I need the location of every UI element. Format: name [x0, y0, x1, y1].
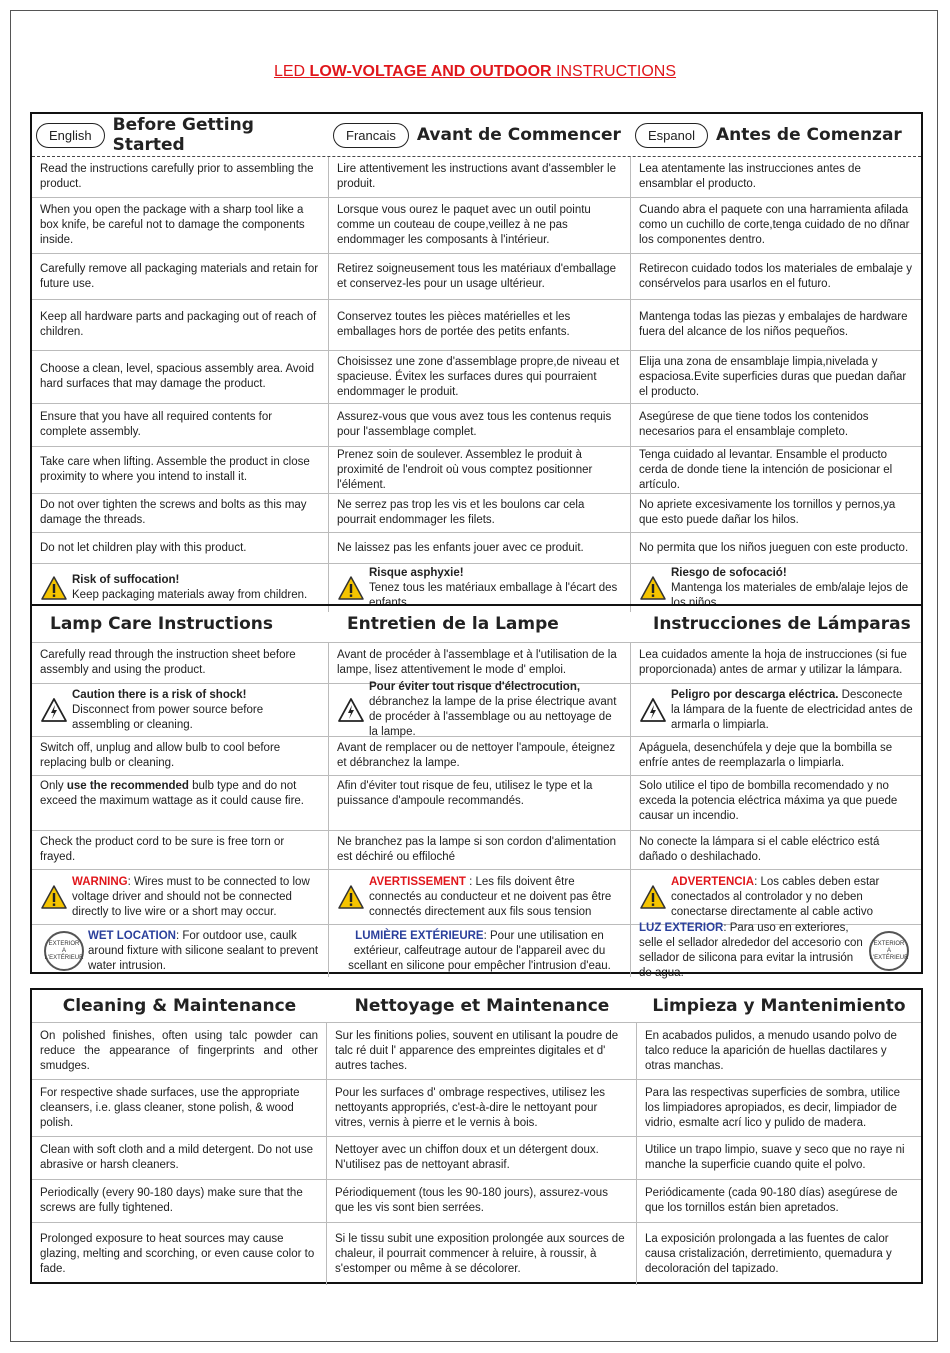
warning-icon: [337, 884, 365, 910]
s1-r4-en: Choose a clean, level, spacious assembly area. Avoid hard surfaces that may damage the product.: [32, 351, 329, 403]
s1-r1-fr: Lorsque vous ourez le paquet avec un outil pointu comme un couteau de coupe,veillez à ne pas endommager les composants à l'intérieur.: [329, 198, 631, 253]
s1-r7-en: Do not over tighten the screws and bolts as this may damage the threads.: [32, 494, 329, 532]
s1-r3-fr: Conservez toutes les pièces matérielles et les emballages hors de portée des petits enfants.: [329, 300, 631, 350]
s1-r1-en: When you open the package with a sharp tool like a box knife, be careful not to damage the components inside.: [32, 198, 329, 253]
s1-r2-es: Retirecon cuidado todos los materiales de embalaje y consérvelos para usarlos en el futuro.: [639, 262, 912, 290]
warning-icon: [40, 575, 68, 601]
lang-pill-spanish: Espanol: [635, 123, 708, 148]
s1-r6-es: Tenga cuidado al levantar. Ensamble el producto cerda de donde tiene la intención de posicionar el artículo.: [639, 448, 893, 491]
s2-r1-es: Lea cuidados amente la hoja de instrucciones (si fue proporcionada) antes de armar y utilizar la lámpara.: [639, 649, 907, 676]
s1-warn-es: Riesgo de sofocació! Mantenga los materiales de emb/alaje lejos de los niños.: [631, 564, 921, 612]
s1-r3-es: Mantenga todas las piezas y embalajes de hardware fuera del alcance de los niños pequeños.: [639, 311, 908, 338]
s3-r1-fr: Pour les surfaces d' ombrage respectives, utilisez les nettoyants appropriés, c'est-à-dire le nettoyant pour vitres, vernis à pierre et le vernis à bois.: [327, 1080, 637, 1136]
s3-r2-es: Utilice un trapo limpio, suave y seco que no raye ni manche la superficie cuando quite el polvo.: [645, 1144, 905, 1171]
s3-r1-en: For respective shade surfaces, use the appropriate cleansers, i.e. glass cleaner, stone polish, & wood polish.: [32, 1080, 327, 1136]
s1-r8-en: Do not let children play with this product.: [32, 533, 329, 563]
s2-shock-es: Peligro por descarga eléctrica. Desconecte la lámpara de la fuente de electricidad antes de armarla o limpiarla.: [631, 684, 921, 736]
warning-icon: [639, 884, 667, 910]
cleaning-head-es: Limpieza y Mantenimiento: [652, 996, 906, 1016]
document-title: LED LOW-VOLTAGE AND OUTDOOR INSTRUCTIONS: [273, 63, 677, 80]
s1-r7-es: No apriete excesivamente los tornillos y pernos,ya que esto puede dañar los hilos.: [639, 499, 896, 526]
s1-r5-es: Asegúrese de que tiene todos los contenidos necesarios para el ensamblaje completo.: [639, 411, 869, 438]
lamp-care-head-en: Lamp Care Instructions: [50, 614, 273, 634]
s3-r0-es: En acabados pulidos, a menudo usando polvo de talco reduce la aparición de huellas dactilares y otras manchas.: [645, 1029, 897, 1072]
s3-r0-en: On polished finishes, often using talc powder can reduce the appearance of fingerprints and other smudges.: [32, 1023, 327, 1079]
electric-shock-icon: [40, 697, 68, 723]
cleaning-head-fr: Nettoyage et Maintenance: [354, 996, 610, 1016]
exterior-badge-icon: EXTERIOR A L'EXTÉRIEUR: [44, 931, 84, 971]
lamp-care-head-es: Instrucciones de Lámparas: [653, 614, 911, 634]
s3-r2-en: Clean with soft cloth and a mild detergent. Do not use abrasive or harsh cleaners.: [32, 1137, 327, 1179]
header-english: English Before Getting Started: [32, 114, 329, 156]
s3-r0-fr: Sur les finitions polies, souvent en utilisant la poudre de talc ré duit l' apparence des empreintes digitales et d' autres taches.: [327, 1023, 637, 1079]
s2-r1-en: Carefully read through the instruction sheet before assembly and using the product.: [32, 643, 329, 683]
warning-icon: [40, 884, 68, 910]
lang-pill-english: English: [36, 123, 105, 148]
s3-r4-en: Prolonged exposure to heat sources may cause glazing, melting and scorching, or even cause color to fade.: [32, 1223, 327, 1285]
s2-r3-es: Apáguela, desenchúfela y deje que la bombilla se enfríe antes de reemplazarla o limpiarla.: [639, 742, 893, 769]
s3-r3-fr: Périodiquement (tous les 90-180 jours), assurez-vous que les vis sont bien serrées.: [327, 1180, 637, 1222]
s1-warn-en: Risk of suffocation! Keep packaging materials away from children.: [32, 564, 329, 612]
section-lamp-care: [30, 604, 923, 979]
warning-icon: [639, 575, 667, 601]
s2-warning-fr: AVERTISSEMENT : Les fils doivent être connectés au conducteur et ne doivent pas être connectés directement aux fils sous tension: [329, 870, 631, 924]
s2-r1-fr: Avant de procéder à l'assemblage et à l'utilisation de la lampe, lisez attentivement le mode d' emploi.: [329, 643, 631, 683]
s1-r2-fr: Retirez soigneusement tous les matériaux d'emballage et conservez-les pour un usage ultérieur.: [329, 254, 631, 299]
s3-r3-en: Periodically (every 90-180 days) make sure that the screws are fully tightened.: [32, 1180, 327, 1222]
s2-r3-fr: Avant de remplacer ou de nettoyer l'ampoule, éteignez et débranchez la lampe.: [329, 737, 631, 775]
s2-r3-en: Switch off, unplug and allow bulb to cool before replacing bulb or cleaning.: [32, 737, 329, 775]
s1-r4-fr: Choisissez une zone d'assemblage propre,de niveau et spacieuse. Évitex les surfaces dures qui pourraient endommager le produit.: [329, 351, 631, 403]
s3-r4-fr: Si le tissu subit une exposition prolongée aux sources de chaleur, il pourrait commencer à reluire, à roussir, à s'estomper ou même à se décolorer.: [327, 1223, 637, 1285]
s2-warning-en: WARNING: Wires must to be connected to low voltage driver and should not be connected directly to live wire or a short may occur.: [32, 870, 329, 924]
cleaning-head-en: Cleaning & Maintenance: [62, 996, 297, 1016]
s3-r3-es: Periódicamente (cada 90-180 días) asegúrese de que los tornillos están bien apretados.: [645, 1187, 898, 1214]
s1-r0-es: Lea atentamente las instrucciones antes de ensamblar el producto.: [639, 163, 861, 190]
section-before-getting-started: [30, 112, 923, 609]
electric-shock-icon: [337, 697, 365, 723]
header-spanish: Espanol Antes de Comenzar: [631, 114, 921, 156]
lamp-care-head-fr: Entretien de la Lampe: [347, 614, 559, 634]
s3-r4-es: La exposición prolongada a las fuentes de calor causa cristalización, derretimiento, quemadura y decoloración del tapizado.: [645, 1232, 892, 1275]
s1-r5-fr: Assurez-vous que vous avez tous les contenus requis pour l'assemblage complet.: [329, 404, 631, 446]
s2-shock-en: Caution there is a risk of shock! Disconnect from power source before assembling or cleaning.: [32, 684, 329, 736]
s2-r4-en: Only use the recommended bulb type and do not exceed the maximum wattage as it could cause fire.: [32, 776, 329, 830]
s1-r4-es: Elija una zona de ensamblaje limpia,nivelada y espaciosa.Evite superficies duras que puedan dañar el producto.: [639, 355, 907, 398]
s1-r0-fr: Lire attentivement les instructions avant d'assembler le produit.: [329, 157, 631, 197]
warning-icon: [337, 575, 365, 601]
header-french: Francais Avant de Commencer: [329, 114, 631, 156]
s2-warning-es: ADVERTENCIA: Los cables deben estar conectados al controlador y no deben conectarse directamente al cable activo: [631, 870, 921, 924]
s2-r5-es: No conecte la lámpara si el cable eléctrico está dañado o deshilachado.: [639, 836, 880, 863]
s2-r4-es: Solo utilice el tipo de bombilla recomendado y no exceda la potencia eléctrica máxima ya que puede causar un incendio.: [639, 780, 898, 822]
s2-wet-es: LUZ EXTERIOR: Para uso en exteriores, selle el sellador alrededor del accesorio con sellador de silicona para evitar la intrusión de agua. EXTERIOR A L'EXTÉRIEUR: [639, 922, 909, 979]
s1-r1-es: Cuando abra el paquete con una harramienta afilada como un cuchillo de corte,tenga cuidado de no dñnar los componentes dentro.: [639, 204, 910, 246]
s1-r0-en: Read the instructions carefully prior to assembling the product.: [32, 157, 329, 197]
s1-r8-es: No permita que los niños jueguen con este producto.: [639, 541, 909, 554]
s3-r2-fr: Nettoyer avec un chiffon doux et un détergent doux. N'utilisez pas de nettoyant abrasif.: [327, 1137, 637, 1179]
s1-r3-en: Keep all hardware parts and packaging out of reach of children.: [32, 300, 329, 350]
s1-r8-fr: Ne laissez pas les enfants jouer avec ce produit.: [329, 533, 631, 563]
s1-r2-en: Carefully remove all packaging materials and retain for future use.: [32, 254, 329, 299]
electric-shock-icon: [639, 697, 667, 723]
s2-shock-fr: Pour éviter tout risque d'électrocution, débranchez la lampe de la prise électrique avant de procéder à l'assemblage ou au nettoyage de la lampe.: [329, 684, 631, 736]
s1-warn-fr: Risque asphyxie! Tenez tous les matériaux emballage à l'écart des enfants: [329, 564, 631, 612]
s1-r6-en: Take care when lifting. Assemble the product in close proximity to where you intend to install it.: [32, 447, 329, 493]
s2-r4-fr: Afin d'éviter tout risque de feu, utilisez le type et la puissance d'ampoule recommandés.: [329, 776, 631, 830]
s1-r7-fr: Ne serrez pas trop les vis et les boulons car cela pourrait endommager les filets.: [329, 494, 631, 532]
s2-r5-fr: Ne branchez pas la lampe si son cordon d'alimentation est déchiré ou effiloché: [329, 831, 631, 869]
s2-wet-fr: LUMIÈRE EXTÉRIEURE: Pour une utilisation en extérieur, calfeutrage autour de l'appareil avec du scellant en silicone pour empêcher l'intrusion d'eau.: [329, 925, 631, 977]
lang-pill-french: Francais: [333, 123, 409, 148]
exterior-badge-icon: EXTERIOR A L'EXTÉRIEUR: [869, 931, 909, 971]
s2-wet-en: EXTERIOR A L'EXTÉRIEUR WET LOCATION: For outdoor use, caulk around fixture with silicone sealant to prevent water intrusion.: [32, 925, 329, 977]
s1-r5-en: Ensure that you have all required contents for complete assembly.: [32, 404, 329, 446]
s3-r1-es: Para las respectivas superficies de sombra, utilice los limpiadores apropiados, es decir, limpiador de vidrio, esmalte acrí lico y pulido de madera.: [645, 1086, 901, 1129]
s2-r5-en: Check the product cord to be sure is free torn or frayed.: [32, 831, 329, 869]
s1-r6-fr: Prenez soin de soulever. Assemblez le produit à proximité de l'endroit où vous comptez positionner l'élément.: [329, 447, 631, 493]
section-cleaning-maintenance: [30, 988, 923, 1284]
